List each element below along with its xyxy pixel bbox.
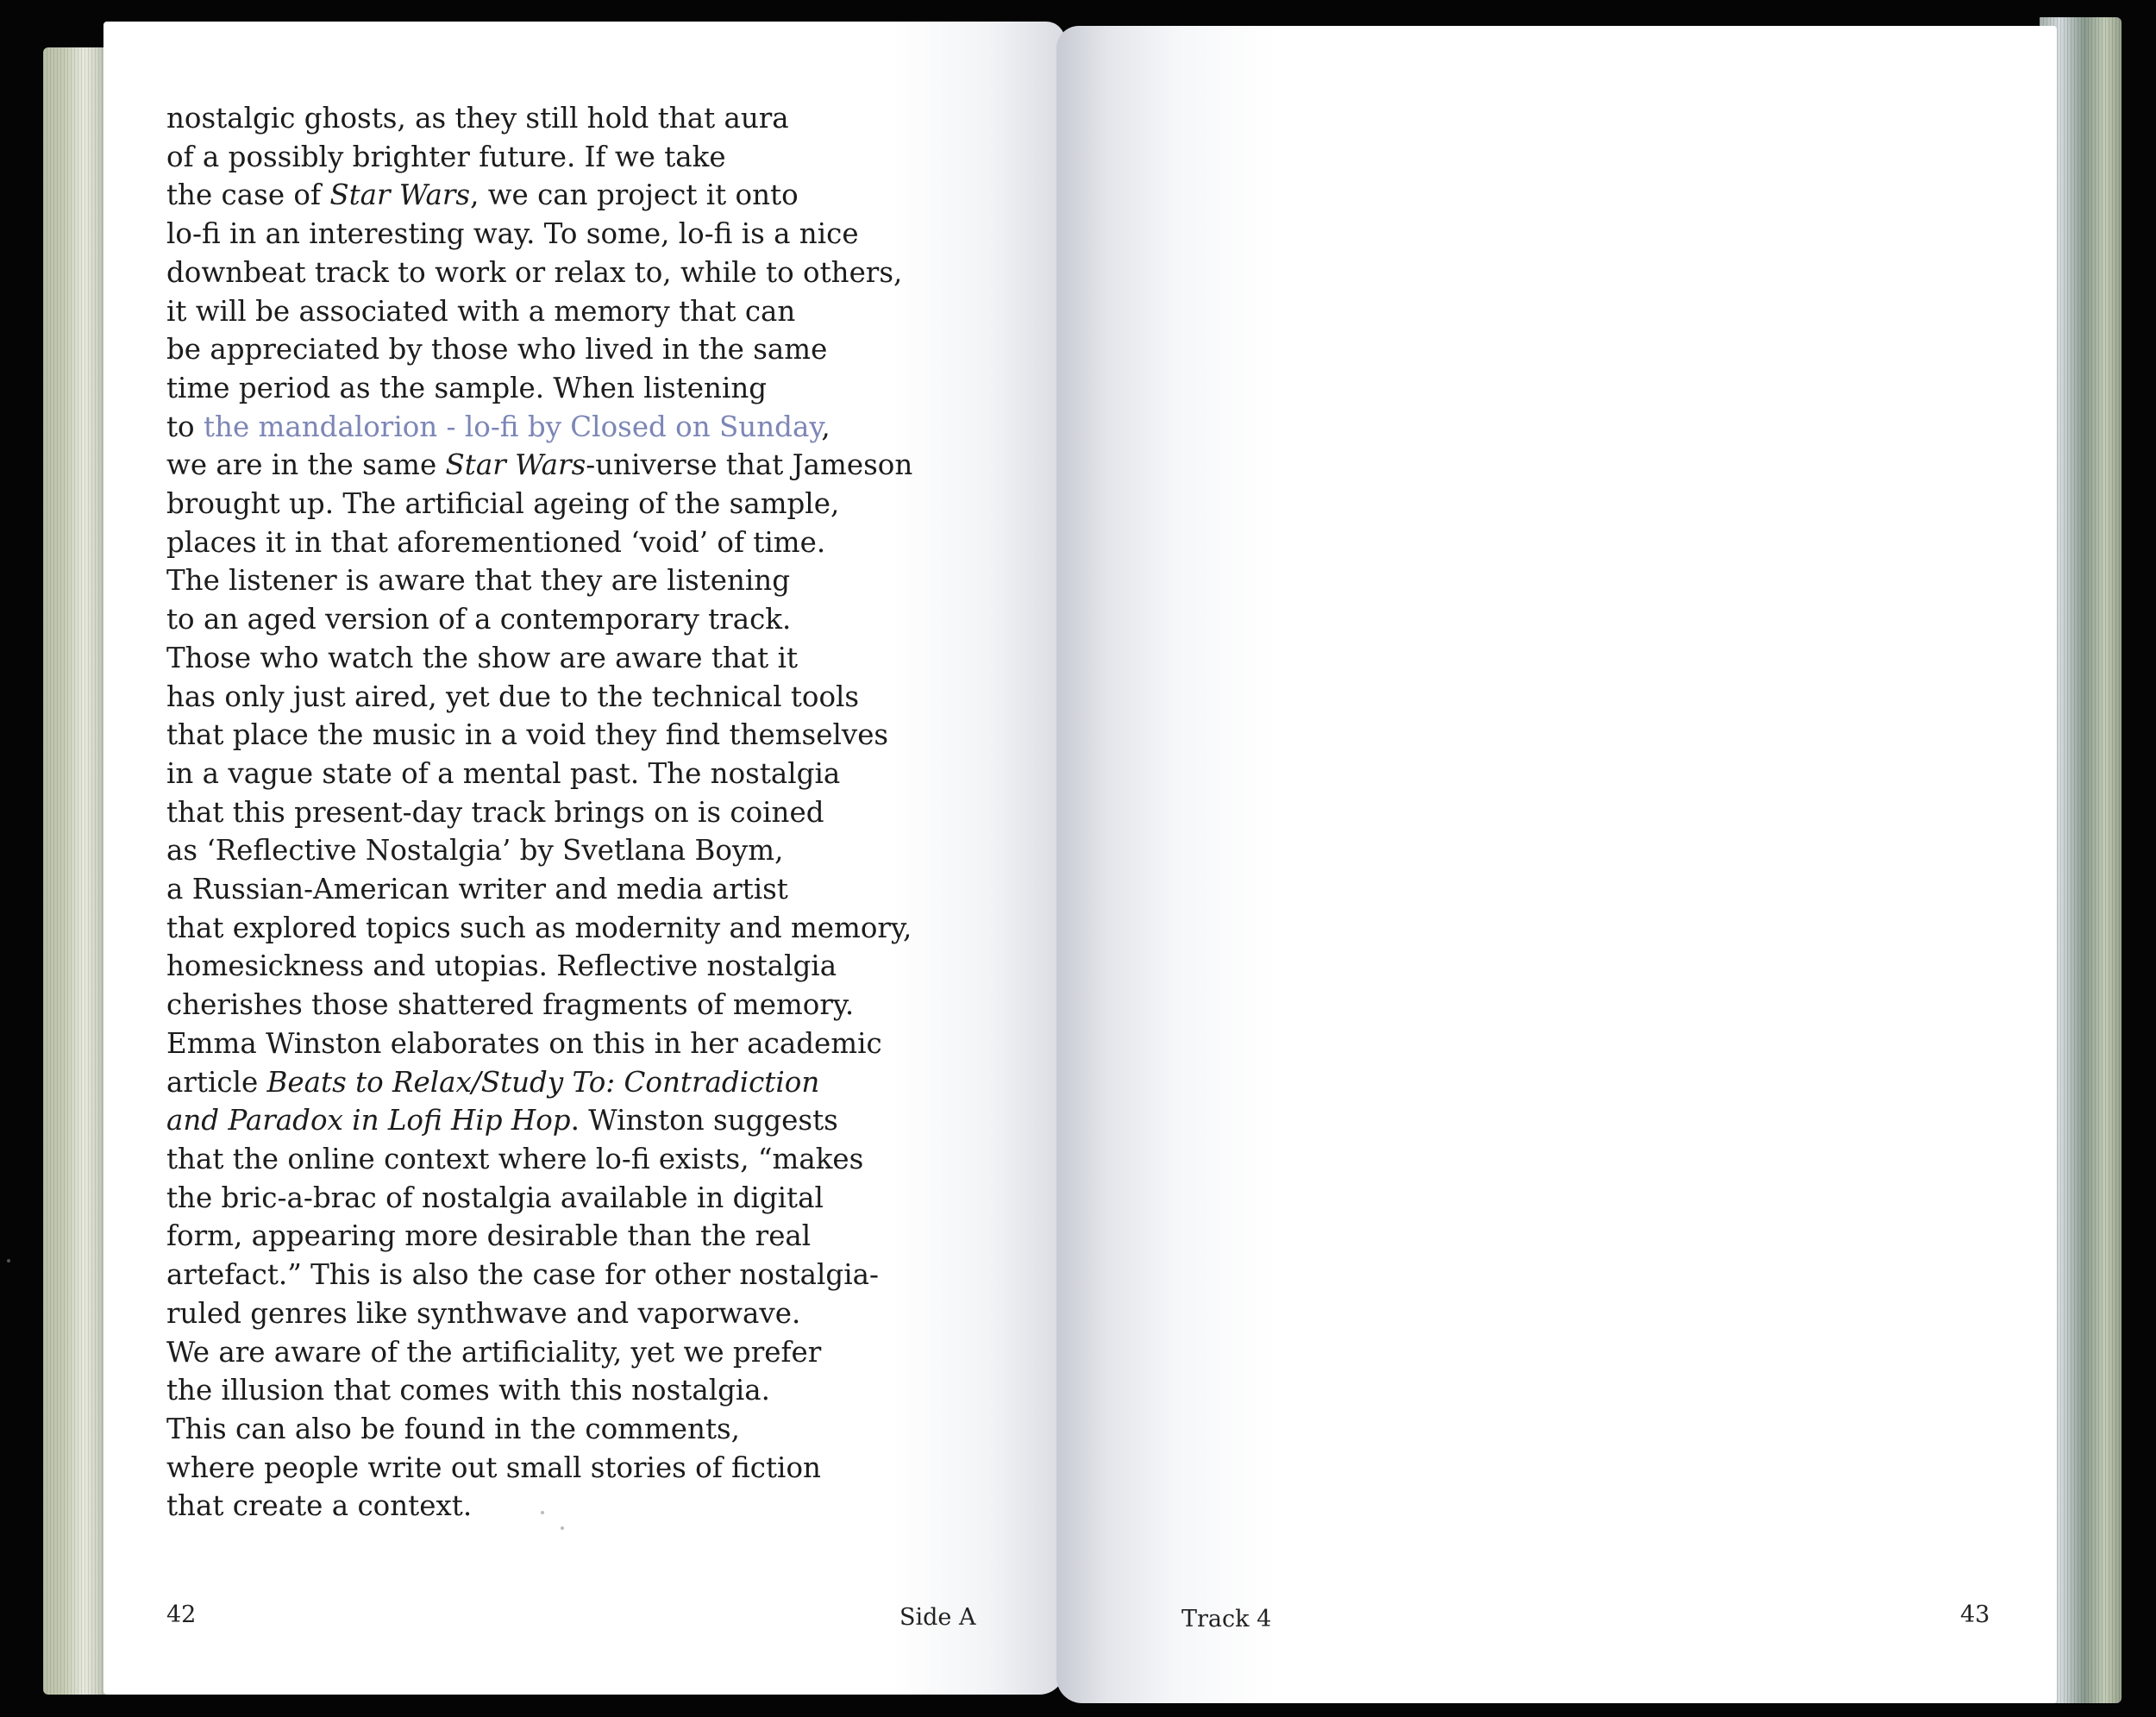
- text-run: of a possibly brighter future. If we take: [166, 140, 726, 173]
- text-run: homesickness and utopias. Reflective nostalgia: [166, 949, 837, 983]
- text-run: -universe that Jameson: [586, 448, 913, 482]
- text-run: to: [166, 410, 204, 443]
- text-line: [166, 1101, 912, 1140]
- text-line: [166, 1256, 912, 1294]
- text-line: [166, 523, 912, 562]
- right-page-number: 43: [1960, 1601, 1990, 1628]
- text-run: nostalgic ghosts, as they still hold that aura: [166, 102, 789, 135]
- text-line: [166, 1179, 912, 1218]
- dust-speck: [561, 1526, 564, 1530]
- text-line: [166, 561, 912, 600]
- text-run: a Russian-American writer and media artist: [166, 873, 788, 906]
- text-line: [166, 1371, 912, 1410]
- text-line: [166, 1140, 912, 1179]
- text-line: [166, 408, 912, 447]
- text-line: [166, 1410, 912, 1449]
- italic-title: Beats to Relax/Study To: Contradiction: [266, 1065, 820, 1099]
- text-run: be appreciated by those who lived in the same: [166, 333, 828, 367]
- text-run: time period as the sample. When listening: [166, 371, 768, 404]
- text-run: to an aged version of a contemporary track.: [166, 603, 792, 636]
- text-line: [166, 99, 912, 138]
- text-run: it will be associated with a memory that can: [166, 294, 796, 328]
- text-line: [166, 254, 912, 292]
- text-run: The listener is aware that they are listening: [166, 564, 791, 598]
- text-line: [166, 755, 912, 793]
- text-run: that place the music in a void they find themselves: [166, 718, 889, 752]
- dust-speck: [541, 1511, 544, 1514]
- text-line: [166, 1487, 912, 1526]
- italic-title: and Paradox in Lofi Hip Hop: [166, 1104, 571, 1137]
- text-line: [166, 793, 912, 832]
- text-run: that explored topics such as modernity and memory,: [166, 911, 912, 944]
- text-run: that create a context.: [166, 1489, 473, 1523]
- text-run: downbeat track to work or relax to, while to others,: [166, 255, 903, 289]
- text-line: [166, 947, 912, 986]
- text-line: [166, 1025, 912, 1063]
- text-line: [166, 1063, 912, 1102]
- left-page-body-text: [166, 99, 912, 1526]
- text-line: [166, 1449, 912, 1488]
- text-run: We are aware of the artificiality, yet we prefer: [166, 1335, 822, 1369]
- text-run: brought up. The artificial ageing of the sample,: [166, 487, 840, 521]
- text-run: form, appearing more desirable than the real: [166, 1219, 812, 1253]
- right-running-head: Track 4: [1181, 1606, 1272, 1632]
- text-line: [166, 678, 912, 717]
- text-line: [166, 1333, 912, 1372]
- text-run: we are in the same: [166, 448, 446, 482]
- text-run: . Winston suggests: [570, 1104, 838, 1137]
- text-line: [166, 446, 912, 485]
- text-line: [166, 639, 912, 678]
- text-run: , we can project it onto: [470, 179, 799, 212]
- text-line: [166, 1217, 912, 1256]
- text-line: [166, 215, 912, 254]
- text-run: article: [166, 1065, 267, 1099]
- text-run: has only just aired, yet due to the technical tools: [166, 680, 860, 713]
- text-line: [166, 716, 912, 755]
- text-run: the illusion that comes with this nostalgia.: [166, 1374, 771, 1407]
- text-run: that the online context where lo-fi exists, “makes: [166, 1142, 864, 1175]
- text-run: Emma Winston elaborates on this in her academic: [166, 1026, 882, 1060]
- text-run: the case of: [166, 179, 330, 212]
- text-run: in a vague state of a mental past. The nostalgia: [166, 756, 841, 790]
- text-line: [166, 330, 912, 369]
- text-line: [166, 176, 912, 215]
- text-run: places it in that aforementioned ‘void’ of time.: [166, 525, 826, 559]
- text-line: [166, 986, 912, 1025]
- text-line: [166, 369, 912, 408]
- text-line: [166, 1294, 912, 1333]
- text-run: ruled genres like synthwave and vaporwave.: [166, 1296, 801, 1330]
- left-page-edges: [43, 47, 112, 1695]
- text-run: Those who watch the show are aware that it: [166, 641, 799, 674]
- right-page: [1056, 26, 2057, 1703]
- text-run: the bric-a-brac of nostalgia available in digital: [166, 1181, 824, 1214]
- track-link[interactable]: the mandalorion - lo-fi by Closed on Sunday: [203, 410, 822, 443]
- text-run: ,: [821, 410, 830, 443]
- italic-title: Star Wars: [445, 448, 586, 482]
- dust-speck: [7, 1259, 10, 1263]
- text-line: [166, 831, 912, 870]
- text-run: where people write out small stories of fiction: [166, 1451, 821, 1484]
- left-page-number: 42: [166, 1601, 197, 1628]
- italic-title: Star Wars: [329, 179, 471, 212]
- text-run: as ‘Reflective Nostalgia’ by Svetlana Boym,: [166, 834, 784, 868]
- text-run: cherishes those shattered fragments of memory.: [166, 988, 855, 1022]
- text-line: [166, 292, 912, 331]
- text-line: [166, 138, 912, 177]
- text-run: This can also be found in the comments,: [166, 1412, 741, 1445]
- text-line: [166, 909, 912, 948]
- text-line: [166, 485, 912, 523]
- text-run: that this present-day track brings on is coined: [166, 795, 824, 829]
- text-line: [166, 870, 912, 909]
- text-run: artefact.” This is also the case for other nostalgia-: [166, 1258, 879, 1292]
- text-line: [166, 600, 912, 639]
- text-run: lo-fi in an interesting way. To some, lo-fi is a nice: [166, 217, 859, 251]
- left-running-head: Side A: [899, 1604, 976, 1631]
